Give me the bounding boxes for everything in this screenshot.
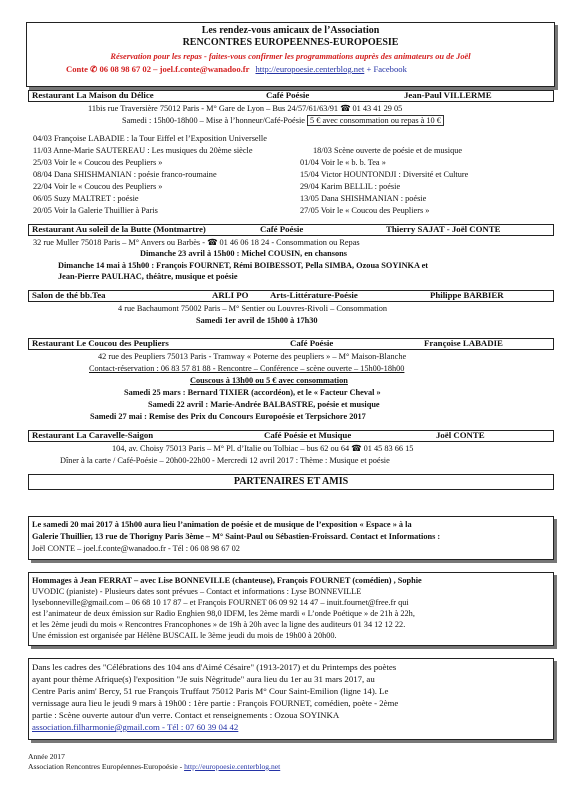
coucou-address: 42 rue des Peupliers 75013 Paris - Tramway « Poterne des peupliers » – M° Maison-Blanche	[98, 352, 407, 361]
cesaire-line4: vernissage aura lieu le jeudi 9 mars à 19h00 : 1ère partie : François FOURNET, comédien, poète - 2ème	[32, 698, 399, 708]
title-line2: RENCONTRES EUROPEENNES-EUROPOESIE	[182, 37, 399, 48]
bbtea-type1: ARLI PO	[212, 290, 249, 300]
coucou-line1: Samedi 25 mars : Bernard TIXIER (accordéon), et le « Facteur Cheval »	[124, 388, 381, 397]
footer-assoc: Association Rencontres Européennes-Europoésie -	[28, 762, 183, 771]
coucou-line2: Samedi 22 avril : Marie-Andrée BALBASTRE, poésie et musique	[148, 400, 380, 409]
bbtea-type2: Arts-Littérature-Poésie	[270, 290, 358, 300]
coucou-contact: Contact-réservation : 06 83 57 81 88 - Rencontre – Conférence – scène ouverte – 15h00-18h00	[89, 364, 405, 373]
delice-schedule-item: 20/05 Voir la Galerie Thuillier à Paris	[33, 206, 158, 215]
coucou-host: Françoise LABADIE	[424, 338, 503, 348]
delice-schedule-item: 25/03 Voir le « Coucou des Peupliers »	[33, 158, 163, 167]
bbtea-place: Salon de thé bb.Tea	[32, 290, 106, 300]
delice-schedule-item: 22/04 Voir le « Coucou des Peupliers »	[33, 182, 163, 191]
delice-schedule-item: 15/04 Victor HOUNTONDJI : Diversité et Culture	[300, 170, 469, 179]
ferrat-line5: et les 2ème jeudi du mois « Rencontres Francophones » de 19h à 20h avec la ligne des auditeurs 01 34 12 12 22.	[32, 620, 406, 629]
delice-address: 11bis rue Traversière 75012 Paris - M° Gare de Lyon – Bus 24/57/61/63/91 ☎ 01 43 41 29 05	[88, 104, 403, 113]
reservation-line2	[66, 64, 407, 75]
delice-schedule-item: 18/03 Scène ouverte de poésie et de musique	[313, 146, 463, 155]
delice-host: Jean-Paul VILLERME	[404, 90, 492, 100]
butte-host: Thierry SAJAT - Joël CONTE	[386, 224, 501, 234]
bbtea-host: Philippe BARBIER	[430, 290, 504, 300]
delice-type: Café Poésie	[266, 90, 310, 100]
delice-schedule-item: 04/03 Françoise LABADIE : la Tour Eiffel et l’Exposition Universelle	[33, 134, 267, 143]
caravelle-place: Restaurant La Caravelle-Saigon	[32, 430, 154, 440]
cesaire-line6[interactable]: association.filharmonie@gmail.com - Tél : 07 60 39 04 42	[32, 722, 239, 732]
butte-place: Restaurant Au soleil de la Butte (Montmartre)	[32, 224, 206, 234]
butte-line2: Dimanche 14 mai à 15h00 : François FOURNET, Rémi BOIBESSOT, Pella SIMBA, Ozoua SOYINKA et	[58, 261, 429, 270]
reservation-link[interactable]: http://europoesie.centerblog.net	[255, 64, 365, 74]
footer-year: Année 2017	[28, 752, 65, 761]
ferrat-line4: est l’animateur de deux émission sur Radio Enghien 98,0 IDFM, les 2ème mardi « L’onde Poétique » de 21h à 22h,	[32, 609, 415, 618]
footer-link[interactable]: http://europoesie.centerblog.net	[184, 762, 281, 771]
delice-schedule-item: 29/04 Karim BELLIL : poésie	[300, 182, 401, 191]
delice-schedule-item: 01/04 Voir le « b. b. Tea »	[300, 158, 386, 167]
bbtea-address: 4 rue Bachaumont 75002 Paris – M° Sentier ou Louvres-Rivoli – Consommation	[118, 304, 388, 313]
ferrat-line1: Hommages à Jean FERRAT – avec Lise BONNEVILLE (chanteuse), François FOURNET (comédien) , Sophie	[32, 576, 422, 585]
cesaire-line3: Centre Paris anim' Bercy, 51 rue François Truffaut 75012 Paris M° Cour Saint-Emilion (ligne 14). Le	[32, 686, 389, 696]
caravelle-address: 104, av. Choisy 75013 Paris – M° Pl. d’Italie ou Tolbiac – bus 62 ou 64 ☎ 01 45 83 66 15	[112, 444, 414, 453]
ferrat-line3: lysebonneville@gmail.com – 06 68 10 17 87 – et François FOURNET 06 09 92 14 47 – inuit.fournet@free.fr qui	[32, 598, 409, 607]
delice-schedule-item: 06/05 Suzy MALTRET : poésie	[33, 194, 139, 203]
thuillier-line3: Joël CONTE – joel.f.conte@wanadoo.fr - Tél : 06 08 98 67 02	[32, 544, 240, 553]
caravelle-type: Café Poésie et Musique	[264, 430, 352, 440]
ferrat-line6: Une émission est organisée par Hélène BUSCAIL le 3ème jeudi du mois de 19h00 à 20h00.	[32, 631, 337, 640]
delice-price: 5 € avec consommation ou repas à 10 €	[307, 115, 444, 126]
footer-line	[28, 762, 280, 772]
delice-schedule-item: 27/05 Voir le « Coucou des Peupliers »	[300, 206, 430, 215]
reservation-facebook: + Facebook	[366, 64, 407, 74]
delice-samedi-text: Samedi : 15h00-18h00 – Mise à l’honneur/Café-Poésie	[122, 116, 305, 125]
cesaire-line5: partie : Scène ouverte autour d'un verre. Contact et renseignements : Ozoua SOYINKA	[32, 710, 340, 720]
reservation-line1: Réservation pour les repas - faites-vous confirmer les programmations auprès des animateurs ou de Joël	[110, 52, 471, 61]
bbtea-line1: Samedi 1er avril de 15h00 à 17h30	[196, 316, 318, 325]
caravelle-host: Joël CONTE	[436, 430, 485, 440]
coucou-type: Café Poésie	[290, 338, 334, 348]
partners-title: PARTENAIRES ET AMIS	[233, 476, 349, 487]
title-line1: Les rendez-vous amicaux de l’Association	[201, 25, 380, 36]
thuillier-line1: Le samedi 20 mai 2017 à 15h00 aura lieu l’animation de poésie et de musique de l’exposition « Espace » à la	[32, 520, 412, 529]
coucou-place: Restaurant Le Coucou des Peupliers	[32, 338, 169, 348]
butte-line1: Dimanche 23 avril à 15h00 : Michel COUSIN, en chansons	[140, 249, 347, 258]
ferrat-line2: UVODIC (pianiste) - Plusieurs dates sont prévues – Contact et informations : Lyse BONNEVILLE	[32, 587, 362, 596]
delice-schedule-item: 11/03 Anne-Marie SAUTEREAU : Les musiques du 20ème siècle	[33, 146, 253, 155]
delice-place: Restaurant La Maison du Délice	[32, 90, 154, 100]
delice-schedule-item: 08/04 Dana SHISHMANIAN : poésie franco-roumaine	[33, 170, 217, 179]
butte-type: Café Poésie	[260, 224, 304, 234]
cesaire-line1: Dans les cadres des "Célébrations des 104 ans d'Aimé Césaire" (1913-2017) et du Printemps des poètes	[32, 662, 397, 672]
butte-address: 32 rue Muller 75018 Paris – M° Anvers ou Barbès - ☎ 01 46 06 18 24 - Consommation ou Repas	[33, 238, 360, 247]
reservation-contact: Conte ✆ 06 08 98 67 02 – joel.f.conte@wanadoo.fr	[66, 64, 250, 74]
thuillier-line2: Galerie Thuillier, 13 rue de Thorigny Paris 3ème – M° Saint-Paul ou Sébastien-Froissard. Contact et Informations :	[32, 532, 441, 541]
caravelle-line1: Dîner à la carte / Café-Poésie – 20h00-22h00 - Mercredi 12 avril 2017 : Thème : Musique et poésie	[60, 456, 390, 465]
delice-samedi	[122, 116, 444, 126]
delice-schedule-item: 13/05 Dana SHISHMANIAN : poésie	[300, 194, 427, 203]
butte-line3: Jean-Pierre PAULHAC, théâtre, musique et poésie	[58, 272, 238, 281]
coucou-couscous: Couscous à 13h00 ou 5 € avec consommation	[190, 376, 348, 385]
cesaire-line2: ayant pour thème Afrique(s) l'exposition "Je suis Nègritude" aura lieu du 1er au 31 mars 2017, au	[32, 674, 375, 684]
coucou-line3: Samedi 27 mai : Remise des Prix du Concours Europoésie et Terpsichore 2017	[90, 412, 366, 421]
